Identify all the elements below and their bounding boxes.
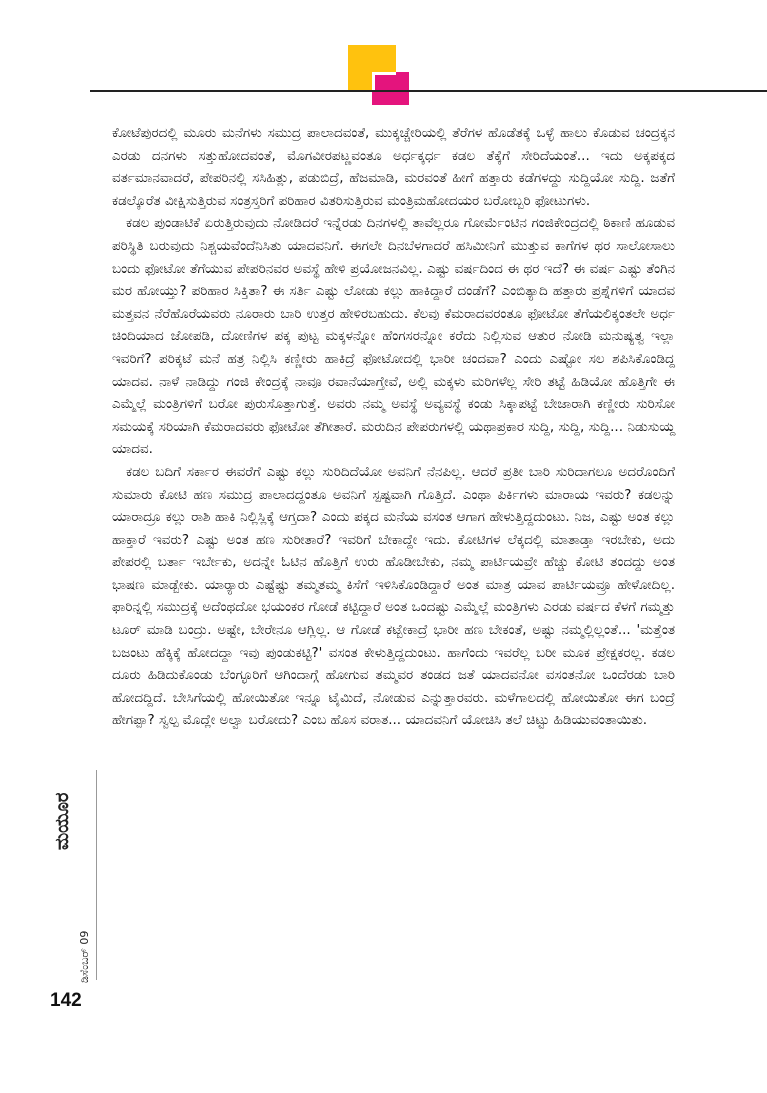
article-body xyxy=(112,122,675,732)
article-paragraph-3: ಕಡಲ ಬದಿಗೆ ಸರ್ಕಾರ ಈವರೆಗೆ ಎಷ್ಟು ಕಲ್ಲು ಸುರಿದಿದೆಯೋ ಅವನಿಗೆ ನೆನಪಿಲ್ಲ. ಆದರೆ ಪ್ರತೀ ಬಾರಿ ಸುರಿದಾಗಲೂ ಅದರೊಂದಿಗೆ ಸುಮಾರು ಕೋಟಿ ಹಣ ಸಮುದ್ರ ಪಾಲಾದದ್ದಂತೂ ಅವನಿಗೆ ಸ್ಪಷ್ಟವಾಗಿ ಗೊತ್ತಿದೆ. ಎಂಥಾ ಪಿರ್ಕಿಗಳು ಮಾರಾಯ ಇವರು? ಕಡಲನ್ನು ಯಾರಾದ್ರೂ ಕಲ್ಲು ರಾಶಿ ಹಾಕಿ ನಿಲ್ಲಿಸ್ಲಿಕ್ಕೆ ಆಗ್ತದಾ? ಎಂದು ಪಕ್ಕದ ಮನೆಯ ವಸಂತ ಆಗಾಗ ಹೇಳುತ್ತಿದ್ದದುಂಟು. ನಿಜ, ಎಷ್ಟು ಅಂತ ಕಲ್ಲು ಹಾಕ್ತಾರೆ ಇವರು? ಎಷ್ಟು ಅಂತ ಹಣ ಸುರೀತಾರೆ? ಇವರಿಗೆ ಬೇಕಾದ್ದೇ ಇದು. ಕೋಟಿಗಳ ಲೆಕ್ಕದಲ್ಲಿ ಮಾತಾಡ್ತಾ ಇರಬೇಕು, ಅದು ಪೇಪರಲ್ಲಿ ಬರ್ತಾ ಇರ್ಬೇಕು, ಅದನ್ನೇ ಓಟಿನ ಹೊತ್ತಿಗೆ ಉರು ಹೊಡೀಬೇಕು, ನಮ್ಮ ಪಾರ್ಟಿಯವ್ರೇ ಹೆಚ್ಚು ಕೋಟಿ ತಂದದ್ದು ಅಂತ ಭಾಷಣ ಮಾಡ್ಬೇಕು. ಯಾರ್‍ಯಾರು ಎಷ್ಟೆಷ್ಟು ತಮ್ಮತಮ್ಮ ಕಿಸೆಗೆ ಇಳಿಸಿಕೊಂಡಿದ್ದಾರೆ ಅಂತ ಮಾತ್ರ ಯಾವ ಪಾರ್ಟಿಯವ್ರೂ ಹೇಳೋದಿಲ್ಲ. ಫಾರಿನ್ನಲ್ಲಿ ಸಮುದ್ರಕ್ಕೆ ಅದೆಂಥದೋ ಭಯಂಕರ ಗೋಡೆ ಕಟ್ಟಿದ್ದಾರೆ ಅಂತ ಒಂದಷ್ಟು ಎಮ್ಮೆಲ್ಲೆ ಮಂತ್ರಿಗಳು ಎರಡು ವರ್ಷದ ಕೆಳಗೆ ಗಮ್ಮತ್ತು ಟೂರ್ ಮಾಡಿ ಬಂದ್ರು. ಅಷ್ಟೇ, ಬೇರೇನೂ ಆಗ್ಲಿಲ್ಲ. ಆ ಗೋಡೆ ಕಟ್ಬೇಕಾದ್ರೆ ಭಾರೀ ಹಣ ಬೇಕಂತೆ, ಅಷ್ಟು ನಮ್ಮಲ್ಲಿಲ್ಲಂತೆ... 'ಮತ್ತೆಂತ ಬಜಂಟು ಹೆಕ್ಕಿಕ್ಕೆ ಹೋದದ್ದಾ ಇವು ಪುಂಡುಕಟ್ಟಿ?' ವಸಂತ ಕೇಳುತ್ತಿದ್ದದುಂಟು. ಹಾಗೆಂದು ಇವರೆಲ್ಲ ಬರೀ ಮೂಕ ಪ್ರೇಕ್ಷಕರಲ್ಲ. ಕಡಲ ದೂರು ಹಿಡಿದುಕೊಂಡು ಬೆಂಗ್ಳೂರಿಗೆ ಆಗಿಂದಾಗ್ಗೆ ಹೋಗುವ ತಮ್ಮವರ ತಂಡದ ಜತೆ ಯಾದವನೋ ವಸಂತನೋ ಒಂದೆರಡು ಬಾರಿ ಹೋದದ್ದಿದೆ. ಬೇಸಿಗೆಯಲ್ಲಿ ಹೋಯಿತೋ ಇನ್ನೂ ಟೈಮಿದೆ, ನೋಡುವ ಎನ್ನುತ್ತಾರವರು. ಮಳೆಗಾಲದಲ್ಲಿ ಹೋಯಿತೋ ಈಗ ಬಂದ್ರೆ ಹೇಗಪ್ಪಾ? ಸ್ವಲ್ಪ ಮೊದ್ಲೇ ಅಲ್ವಾ ಬರೋದು? ಎಂಬ ಹೊಸ ವರಾತ... ಯಾದವನಿಗೆ ಯೋಚಿಸಿ ತಲೆ ಚಿಟ್ಟು ಹಿಡಿಯುವಂತಾಯಿತು. xyxy=(112,463,675,729)
page-number: 142 xyxy=(50,990,82,1011)
article-paragraph-2: ಕಡಲ ಪುಂಡಾಟಿಕೆ ಏರುತ್ತಿರುವುದು ನೋಡಿದರೆ ಇನ್ನೆರಡು ದಿನಗಳಲ್ಲಿ ತಾವೆಲ್ಲರೂ ಗೋರ್ಮೆಂಟಿನ ಗಂಜಿಕೇಂದ್ರದಲ್ಲಿ ಠಿಕಾಣಿ ಹೂಡುವ ಪರಿಸ್ಥಿತಿ ಬರುವುದು ನಿಶ್ಚಯವೆಂದೆನಿಸಿತು ಯಾದವನಿಗೆ. ಈಗಲೇ ದಿನಬೆಳಗಾದರೆ ಹಸಿಮೀನಿಗೆ ಮುತ್ತುವ ಕಾಗೆಗಳ ಥರ ಸಾಲೋಸಾಲು ಬಂದು ಫೋಟೋ ತೆಗೆಯುವ ಪೇಪರಿನವರ ಅವಸ್ಥೆ ಹೇಳಿ ಪ್ರಯೋಜನವಿಲ್ಲ. ಎಷ್ಟು ವರ್ಷದಿಂದ ಈ ಥರ ಇದೆ? ಈ ವರ್ಷ ಎಷ್ಟು ತೆಂಗಿನ ಮರ ಹೋಯ್ತು? ಪರಿಹಾರ ಸಿಕ್ತಿತಾ? ಈ ಸರ್ತಿ ಎಷ್ಟು ಲೋಡು ಕಲ್ಲು ಹಾಕಿದ್ದಾರೆ ದಂಡೆಗೆ? ಎಂಬಿತ್ಯಾದಿ ಹತ್ತಾರು ಪ್ರಶ್ನೆಗಳಿಗೆ ಯಾದವ ಮತ್ತವನ ನೆರೆಹೊರೆಯವರು ನೂರಾರು ಬಾರಿ ಉತ್ತರ ಹೇಳಿರಬಹುದು. ಕೆಲವು ಕೆಮರಾದವರಂತೂ ಫೋಟೋ ತೆಗೆಯಲಿಕ್ಕಂತಲೇ ಅರ್ಧ ಚಿಂದಿಯಾದ ಜೋಪಡಿ, ದೋಣಿಗಳ ಪಕ್ಕ ಪುಟ್ಟ ಮಕ್ಕಳನ್ನೋ ಹೆಂಗಸರನ್ನೋ ಕರೆದು ನಿಲ್ಲಿಸುವ ಆತುರ ನೋಡಿ ಮನುಷ್ಯತ್ವ ಇಲ್ಲಾ ಇವರಿಗೆ? ಪರಿಕ್ಕಟೆ ಮನೆ ಹತ್ರ ನಿಲ್ಲಿಸಿ ಕಣ್ಣೀರು ಹಾಕಿದ್ರೆ ಫೋಟೋದಲ್ಲಿ ಭಾರೀ ಚಂದವಾ? ಎಂದು ಎಷ್ಟೋ ಸಲ ಶಪಿಸಿಕೊಂಡಿದ್ದ ಯಾದವ. ನಾಳೆ ನಾಡಿದ್ದು ಗಂಜಿ ಕೇಂದ್ರಕ್ಕೆ ನಾವೂ ರವಾನೆಯಾಗ್ತೇವೆ, ಅಲ್ಲಿ ಮಕ್ಕಳು ಮರಿಗಳೆಲ್ಲ ಸೇರಿ ತಟ್ಟೆ ಹಿಡಿಯೋ ಹೊತ್ತಿಗೇ ಈ ಎಮ್ಮೆಲ್ಲೆ ಮಂತ್ರಿಗಳಿಗೆ ಬರೋ ಪುರುಸೊತ್ತಾಗುತ್ತೆ. ಅವರು ನಮ್ಮ ಅವಸ್ಥೆ ಅವ್ಯವಸ್ಥೆ ಕಂಡು ಸಿಕ್ಕಾಪಟ್ಟೆ ಬೇಜಾರಾಗಿ ಕಣ್ಣೀರು ಸುರಿಸೋ ಸಮಯಕ್ಕೆ ಸರಿಯಾಗಿ ಕೆಮರಾದವರು ಫೋಟೋ ತೆಗೀತಾರೆ. ಮರುದಿನ ಪೇಪರುಗಳಲ್ಲಿ ಯಥಾಪ್ರಕಾರ ಸುದ್ದಿ, ಸುದ್ದಿ, ಸುದ್ದಿ... ನಿಡುಸುಯ್ದ ಯಾದವ. xyxy=(112,215,675,458)
article-paragraph-1: ಕೋಟೆಪುರದಲ್ಲಿ ಮೂರು ಮನೆಗಳು ಸಮುದ್ರ ಪಾಲಾದವಂತೆ, ಮುಕ್ಕಚ್ಚೇರಿಯಲ್ಲಿ ತೆರೆಗಳ ಹೊಡೆತಕ್ಕೆ ಒಳ್ಳೆ ಹಾಲು ಕೊಡುವ ಚಂದ್ರಕ್ಕನ ಎರಡು ದನಗಳು ಸತ್ತುಹೋದವಂತೆ, ಮೊಗವೀರಪಟ್ಣವಂತೂ ಅರ್ಧಕ್ಕರ್ಧ ಕಡಲ ತೆಕ್ಕೆಗೆ ಸೇರಿದೆಯಂತೆ... ಇದು ಅಕ್ಕಪಕ್ಕದ ವರ್ತಮಾನವಾದರೆ, ಪೇಪರಿನಲ್ಲಿ ಸಸಿಹಿತ್ಲು, ಪಡುಬಿದ್ರೆ, ಹೆಜಮಾಡಿ, ಮರವಂತೆ ಹೀಗೆ ಹತ್ತಾರು ಕಡೆಗಳದ್ದು ಸುದ್ದಿಯೋ ಸುದ್ದಿ. ಜತೆಗೆ ಕಡಲ್ಕೊರೆತ ವೀಕ್ಷಿಸುತ್ತಿರುವ ಸಂತ್ರಸ್ತರಿಗೆ ಪರಿಹಾರ ವಿತರಿಸುತ್ತಿರುವ ಮಂತ್ರಿಮಹೋದಯರ ಬರೋಬ್ಬರಿ ಫೋಟುಗಳು. xyxy=(112,125,675,209)
header-rule xyxy=(90,90,767,92)
sidebar-rule xyxy=(96,770,97,980)
decorative-square-gap-horizontal xyxy=(372,72,396,75)
decorative-pink-square xyxy=(372,72,409,105)
magazine-title: ಮಯೂರ xyxy=(52,792,73,850)
magazine-issue: ಡಿಸೆಂಬರ್ 09 xyxy=(78,930,91,983)
